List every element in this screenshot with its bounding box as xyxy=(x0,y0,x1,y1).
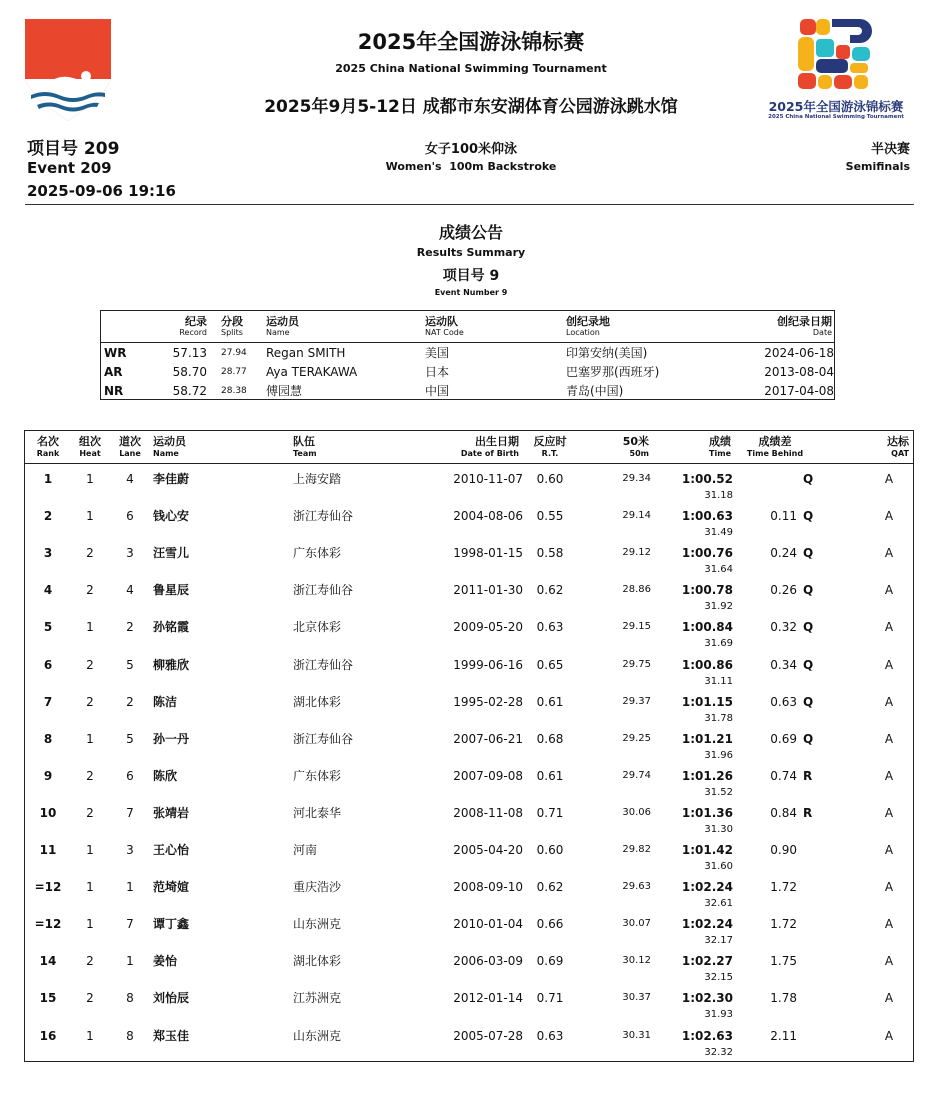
cell-behind: 0.11 xyxy=(770,509,797,524)
cell-time: 1:00.78 xyxy=(681,583,733,598)
records-header-splits: 分段 Splits xyxy=(221,315,243,337)
cell-rank: 5 xyxy=(43,620,53,635)
cell-behind: 1.72 xyxy=(770,917,797,932)
cell-qat: A xyxy=(884,768,894,783)
col-heat: 组次 Heat xyxy=(79,435,101,458)
cell-time: 1:02.24 xyxy=(681,917,733,932)
cell-behind: 1.78 xyxy=(770,991,797,1006)
cell-rt: 0.63 xyxy=(536,1028,564,1043)
cell-dob: 2010-01-04 xyxy=(453,917,523,932)
col-dob: 出生日期 Date of Birth xyxy=(460,435,519,458)
cell-time: 1:00.63 xyxy=(681,509,733,524)
cell-rt: 0.55 xyxy=(536,509,564,524)
cell-split: 32.32 xyxy=(704,1046,733,1058)
records-header-name: 运动员 Name xyxy=(266,315,299,337)
cell-heat: 2 xyxy=(86,657,94,672)
emblem-title-cn: 2025年全国游泳锦标赛 xyxy=(768,99,904,114)
cell-team: 湖北体彩 xyxy=(293,694,342,709)
cell-lane: 2 xyxy=(126,620,134,635)
col-time: 成绩 Time xyxy=(709,435,731,458)
cell-qat: A xyxy=(884,657,894,672)
emblem-title-en: 2025 China National Swimming Tournament xyxy=(768,114,904,120)
cell-heat: 1 xyxy=(86,509,94,524)
event-number-en: Event 209 xyxy=(27,159,112,177)
cell-rt: 0.60 xyxy=(536,472,564,486)
summary-title-cn: 成绩公告 xyxy=(438,223,503,242)
cell-heat: 1 xyxy=(86,620,94,635)
cell-m50: 29.37 xyxy=(622,695,651,707)
cell-behind: 0.69 xyxy=(770,731,797,746)
cell-name: 鲁星辰 xyxy=(153,583,190,598)
result-row xyxy=(25,504,915,541)
cell-q: Q xyxy=(803,546,814,561)
cell-name: 李佳蔚 xyxy=(153,472,190,486)
cell-name: 孙铭霞 xyxy=(153,620,190,635)
cell-split: 31.49 xyxy=(704,527,733,539)
cell-rt: 0.61 xyxy=(536,694,564,709)
cell-team: 河北泰华 xyxy=(293,805,342,820)
cell-rank: 1 xyxy=(43,472,53,486)
col-team: 队伍 Team xyxy=(293,435,317,458)
cell-split: 31.52 xyxy=(704,786,733,798)
cell-team: 河南 xyxy=(293,843,318,857)
cell-behind: 0.63 xyxy=(770,694,797,709)
cell-time: 1:02.30 xyxy=(681,991,733,1006)
cell-lane: 1 xyxy=(126,880,134,895)
records-header-record: 纪录 Record xyxy=(179,315,207,337)
cell-name: 柳雅欣 xyxy=(153,657,190,672)
round-cn: 半决赛 xyxy=(870,142,910,157)
cell-rank: 4 xyxy=(43,583,53,598)
cell-name: 陈欣 xyxy=(153,768,178,783)
cell-dob: 1998-01-15 xyxy=(453,546,523,561)
cell-rt: 0.62 xyxy=(536,880,564,895)
cell-rt: 0.65 xyxy=(536,657,564,672)
cell-split: 31.92 xyxy=(704,601,733,613)
result-row xyxy=(25,1024,915,1061)
cell-heat: 1 xyxy=(86,880,94,895)
cell-rank: 8 xyxy=(43,731,53,746)
cell-name: 范埼媗 xyxy=(153,880,190,895)
result-row xyxy=(25,949,915,986)
cell-dob: 2008-09-10 xyxy=(453,880,523,895)
cell-rt: 0.69 xyxy=(536,954,564,969)
cell-rt: 0.61 xyxy=(536,768,564,783)
cell-rt: 0.63 xyxy=(536,620,564,635)
cell-rank: 11 xyxy=(39,843,57,857)
cell-time: 1:01.36 xyxy=(681,805,733,820)
cell-m50: 30.12 xyxy=(622,955,651,967)
cell-m50: 29.75 xyxy=(622,658,651,670)
cell-team: 上海安踏 xyxy=(293,472,342,486)
cell-qat: A xyxy=(884,880,894,895)
cell-dob: 2008-11-08 xyxy=(453,805,523,820)
cell-heat: 2 xyxy=(86,694,94,709)
result-row xyxy=(25,541,915,578)
cell-dob: 2004-08-06 xyxy=(453,509,523,524)
cell-dob: 2005-04-20 xyxy=(453,843,523,857)
cell-team: 浙江寿仙谷 xyxy=(293,583,354,598)
result-row xyxy=(25,690,915,727)
cell-team: 山东洲克 xyxy=(293,917,342,932)
cell-q: Q xyxy=(803,657,814,672)
cell-m50: 30.31 xyxy=(622,1029,651,1041)
cell-split: 31.30 xyxy=(704,823,733,835)
records-header-location: 创纪录地 Location xyxy=(566,315,610,337)
cell-behind: 0.26 xyxy=(770,583,797,598)
cell-m50: 29.74 xyxy=(622,769,651,781)
cell-qat: A xyxy=(884,991,894,1006)
cell-lane: 3 xyxy=(126,843,134,857)
cell-rt: 0.68 xyxy=(536,731,564,746)
cell-name: 陈洁 xyxy=(153,694,178,709)
cell-split: 31.11 xyxy=(704,675,733,687)
cell-rank: 15 xyxy=(39,991,57,1006)
cell-lane: 6 xyxy=(126,768,134,783)
cell-team: 浙江寿仙谷 xyxy=(293,731,354,746)
cell-behind: 0.32 xyxy=(770,620,797,635)
cell-behind: 0.90 xyxy=(770,843,797,857)
cell-rank: 3 xyxy=(43,546,53,561)
event-number-cn: 项目号 209 xyxy=(27,139,120,159)
cell-rank: =12 xyxy=(34,917,62,932)
result-row xyxy=(25,615,915,652)
cell-lane: 7 xyxy=(126,805,134,820)
cell-dob: 2005-07-28 xyxy=(453,1028,523,1043)
cell-behind: 2.11 xyxy=(770,1028,797,1043)
cell-time: 1:00.86 xyxy=(681,657,733,672)
cell-team: 山东洲克 xyxy=(293,1028,342,1043)
cell-m50: 29.34 xyxy=(622,473,651,484)
cell-qat: A xyxy=(884,843,894,857)
cell-split: 31.78 xyxy=(704,712,733,724)
cell-m50: 29.63 xyxy=(622,881,651,893)
cell-team: 广东体彩 xyxy=(293,768,342,783)
col-50m: 50米 50m xyxy=(622,435,649,458)
cell-lane: 6 xyxy=(126,509,134,524)
cell-time: 1:01.21 xyxy=(681,731,733,746)
cell-name: 王心怡 xyxy=(153,843,190,857)
result-row xyxy=(25,838,915,875)
cell-lane: 2 xyxy=(126,694,134,709)
cell-heat: 1 xyxy=(86,843,94,857)
record-row: AR 58.70 28.77 Aya TERAKAWA 日本 巴塞罗那(西班牙) 2013-08-04 xyxy=(104,365,834,379)
result-row xyxy=(25,875,915,912)
records-header-date: 创纪录日期 Date xyxy=(777,315,832,337)
cell-qat: A xyxy=(884,472,894,486)
summary-number-cn: 项目号 9 xyxy=(442,268,500,284)
cell-split: 32.61 xyxy=(704,898,733,910)
cell-team: 浙江寿仙谷 xyxy=(293,657,354,672)
cell-m50: 29.25 xyxy=(622,732,651,744)
col-time-behind: 成绩差 Time Behind xyxy=(746,435,804,458)
cell-behind: 0.24 xyxy=(770,546,797,561)
tournament-title-cn: 2025年全国游泳锦标赛 xyxy=(357,30,585,54)
cell-rank: 6 xyxy=(43,657,53,672)
result-row xyxy=(25,727,915,764)
cell-dob: 2009-05-20 xyxy=(453,620,523,635)
tournament-title-en: 2025 China National Swimming Tournament xyxy=(335,62,607,75)
cell-q: Q xyxy=(803,694,814,709)
col-rank: 名次 Rank xyxy=(36,435,60,458)
cell-team: 广东体彩 xyxy=(293,546,342,561)
cell-dob: 2006-03-09 xyxy=(453,954,523,969)
result-row xyxy=(25,986,915,1023)
cell-split: 31.64 xyxy=(704,564,733,576)
cell-name: 谭丁鑫 xyxy=(153,917,190,932)
cell-name: 汪雪儿 xyxy=(153,546,190,561)
cell-lane: 7 xyxy=(126,917,134,932)
cell-name: 刘怡辰 xyxy=(153,991,190,1006)
cell-dob: 2011-01-30 xyxy=(453,583,523,598)
cell-dob: 2007-09-08 xyxy=(453,768,523,783)
cell-time: 1:00.52 xyxy=(681,472,733,486)
cell-qat: A xyxy=(884,546,894,561)
summary-title-en: Results Summary xyxy=(416,246,526,259)
cell-lane: 4 xyxy=(126,472,134,486)
cell-lane: 8 xyxy=(126,991,134,1006)
cell-qat: A xyxy=(884,805,894,820)
cell-rank: 14 xyxy=(39,954,57,969)
cell-q: Q xyxy=(803,731,814,746)
cell-rank: 16 xyxy=(39,1028,57,1043)
cell-heat: 2 xyxy=(86,546,94,561)
cell-heat: 2 xyxy=(86,954,94,969)
cell-qat: A xyxy=(884,583,894,598)
cell-rt: 0.71 xyxy=(536,805,564,820)
cell-m50: 29.12 xyxy=(622,547,651,559)
cell-split: 31.60 xyxy=(704,861,733,872)
cell-time: 1:01.42 xyxy=(681,843,733,857)
cell-heat: 1 xyxy=(86,731,94,746)
record-row: WR 57.13 27.94 Regan SMITH 美国 印第安纳(美国) 2024-06-18 xyxy=(104,346,834,360)
cell-lane: 3 xyxy=(126,546,134,561)
cell-lane: 8 xyxy=(126,1028,134,1043)
cell-heat: 1 xyxy=(86,472,94,486)
cell-dob: 2010-11-07 xyxy=(453,472,523,486)
summary-number-en: Event Number 9 xyxy=(434,288,508,297)
tournament-emblem xyxy=(756,17,916,125)
cell-qat: A xyxy=(884,1028,894,1043)
result-row xyxy=(25,467,915,504)
cell-heat: 2 xyxy=(86,583,94,598)
cell-behind: 0.34 xyxy=(770,657,797,672)
result-row xyxy=(25,912,915,949)
event-name-en: Women's 100m Backstroke xyxy=(385,160,557,173)
cell-name: 姜怡 xyxy=(153,954,178,969)
cell-team: 浙江寿仙谷 xyxy=(293,509,354,524)
cell-name: 郑玉佳 xyxy=(153,1028,190,1043)
cell-behind: 1.72 xyxy=(770,880,797,895)
cell-q: Q xyxy=(803,509,814,524)
cell-time: 1:02.24 xyxy=(681,880,733,895)
event-datetime: 2025-09-06 19:16 xyxy=(27,182,176,200)
cell-q: Q xyxy=(803,583,814,598)
venue-dates: 2025年9月5-12日 成都市东安湖体育公园游泳跳水馆 xyxy=(264,97,678,117)
cell-time: 1:01.15 xyxy=(681,694,733,709)
cell-behind: 0.84 xyxy=(770,805,797,820)
cell-rank: =12 xyxy=(34,880,62,895)
cell-heat: 2 xyxy=(86,991,94,1006)
cell-rank: 10 xyxy=(39,805,57,820)
cell-qat: A xyxy=(884,731,894,746)
cell-team: 重庆浩沙 xyxy=(293,880,342,895)
cell-rank: 9 xyxy=(43,768,53,783)
cell-rt: 0.62 xyxy=(536,583,564,598)
cell-split: 31.18 xyxy=(704,490,733,501)
cell-rt: 0.60 xyxy=(536,843,564,857)
cell-rt: 0.66 xyxy=(536,917,564,932)
cell-behind: 0.74 xyxy=(770,768,797,783)
cell-split: 31.96 xyxy=(704,749,733,761)
cell-time: 1:00.76 xyxy=(681,546,733,561)
col-name: 运动员 Name xyxy=(153,435,186,458)
cell-qat: A xyxy=(884,917,894,932)
cell-m50: 29.82 xyxy=(622,844,651,855)
cell-lane: 1 xyxy=(126,954,134,969)
cell-q: Q xyxy=(803,472,814,486)
cell-time: 1:00.84 xyxy=(681,620,733,635)
records-table xyxy=(100,310,835,400)
cell-m50: 29.14 xyxy=(622,510,651,522)
cell-name: 张靖岩 xyxy=(153,805,190,820)
cell-name: 钱心安 xyxy=(153,509,190,524)
cell-q: R xyxy=(803,768,813,783)
col-rt: 反应时 R.T. xyxy=(533,435,567,458)
cell-team: 湖北体彩 xyxy=(293,954,342,969)
cell-time: 1:02.27 xyxy=(681,954,733,969)
cell-split: 31.93 xyxy=(704,1009,733,1021)
cell-rt: 0.71 xyxy=(536,991,564,1006)
cell-split: 32.17 xyxy=(704,935,733,947)
cell-qat: A xyxy=(884,620,894,635)
cell-q: Q xyxy=(803,620,814,635)
col-qat: 达标 QAT xyxy=(887,435,909,458)
result-row xyxy=(25,578,915,615)
cell-lane: 5 xyxy=(126,657,134,672)
cell-split: 32.15 xyxy=(704,972,733,984)
results-table xyxy=(24,430,914,1062)
cell-time: 1:02.63 xyxy=(681,1028,733,1043)
cell-dob: 1995-02-28 xyxy=(453,694,523,709)
cell-m50: 30.07 xyxy=(622,918,651,930)
cell-qat: A xyxy=(884,509,894,524)
cell-team: 江苏洲克 xyxy=(293,991,342,1006)
cell-qat: A xyxy=(884,694,894,709)
cell-q: R xyxy=(803,805,813,820)
cell-heat: 1 xyxy=(86,1028,94,1043)
cell-split: 31.69 xyxy=(704,638,733,650)
cell-dob: 1999-06-16 xyxy=(453,657,523,672)
cell-lane: 4 xyxy=(126,583,134,598)
cell-behind: 1.75 xyxy=(770,954,797,969)
cell-dob: 2007-06-21 xyxy=(453,731,523,746)
records-header-nat: 运动队 NAT Code xyxy=(425,315,464,337)
cell-rank: 7 xyxy=(43,694,53,709)
cell-m50: 30.37 xyxy=(622,992,651,1004)
cell-qat: A xyxy=(884,954,894,969)
cell-m50: 30.06 xyxy=(622,806,651,818)
cell-rt: 0.58 xyxy=(536,546,564,561)
cell-time: 1:01.26 xyxy=(681,768,733,783)
cell-rank: 2 xyxy=(43,509,53,524)
cell-heat: 2 xyxy=(86,768,94,783)
result-row xyxy=(25,653,915,690)
result-row xyxy=(25,801,915,838)
result-row xyxy=(25,764,915,801)
record-row: NR 58.72 28.38 傅园慧 中国 青岛(中国) 2017-04-08 xyxy=(104,384,834,398)
cell-m50: 29.15 xyxy=(622,621,651,633)
cell-name: 孙一丹 xyxy=(153,731,190,746)
round-en: Semifinals xyxy=(845,160,910,173)
cell-dob: 2012-01-14 xyxy=(453,991,523,1006)
col-lane: 道次 Lane xyxy=(119,435,141,458)
header-divider xyxy=(25,204,914,205)
cell-heat: 2 xyxy=(86,805,94,820)
cell-heat: 1 xyxy=(86,917,94,932)
event-name-cn: 女子100米仰泳 xyxy=(424,142,518,157)
cell-team: 北京体彩 xyxy=(293,620,342,635)
cell-lane: 5 xyxy=(126,731,134,746)
cell-m50: 28.86 xyxy=(622,584,651,596)
